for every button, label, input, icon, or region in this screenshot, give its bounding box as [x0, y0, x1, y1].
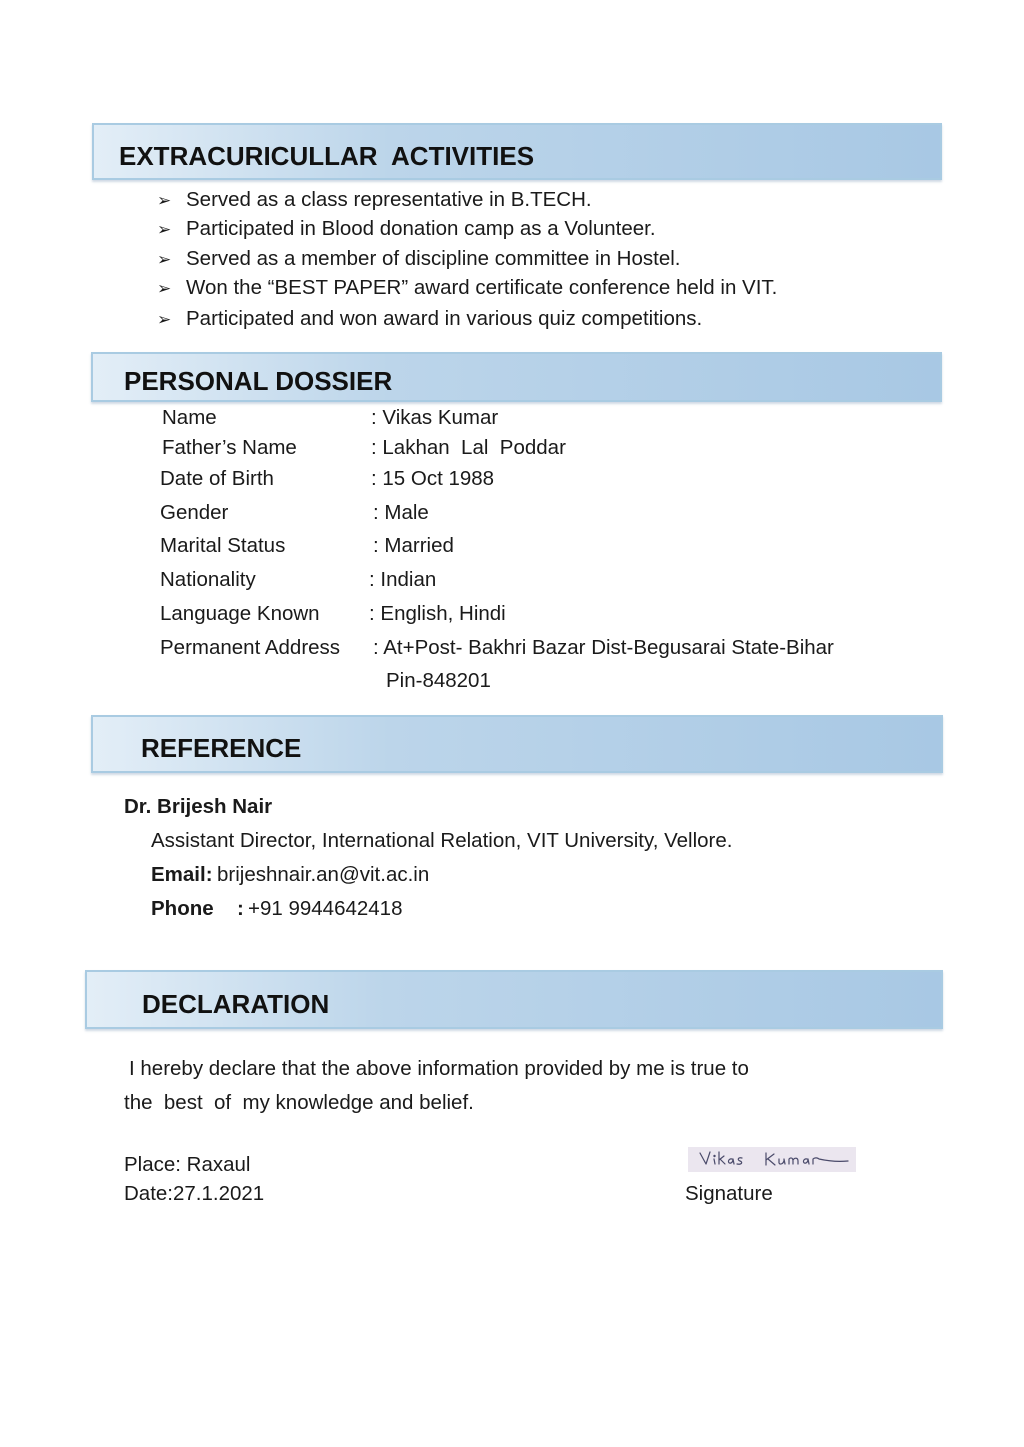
field-value-father-name: : Lakhan Lal Poddar [371, 436, 566, 459]
bullet-icon: ➢ [157, 191, 172, 210]
list-item: Participated in Blood donation camp as a Volunteer. [186, 217, 656, 240]
signature-image [688, 1147, 856, 1172]
field-value-dob: : 15 Oct 1988 [371, 467, 495, 490]
list-item: Won the “BEST PAPER” award certificate conference held in VIT. [186, 276, 778, 299]
field-value-language: : English, Hindi [369, 602, 506, 625]
bullet-icon: ➢ [157, 220, 172, 239]
bullet-icon: ➢ [157, 279, 172, 298]
field-value-name: : Vikas Kumar [371, 406, 499, 429]
reference-position: Assistant Director, International Relation, VIT University, Vellore. [151, 829, 733, 852]
personal-title: PERSONAL DOSSIER [124, 366, 393, 396]
declaration-title: DECLARATION [142, 989, 330, 1019]
reference-phone: +91 9944642418 [248, 897, 403, 920]
bullet-icon: ➢ [157, 250, 172, 269]
list-item: Served as a member of discipline committee in Hostel. [186, 247, 681, 270]
signature-label: Signature [685, 1182, 773, 1205]
declaration-line-1: I hereby declare that the above information provided by me is true to [129, 1057, 749, 1080]
field-value-marital-status: : Married [373, 534, 454, 557]
list-item: Participated and won award in various quiz competitions. [186, 307, 703, 330]
declaration-date: Date:27.1.2021 [124, 1182, 265, 1205]
field-value-gender: : Male [373, 501, 429, 524]
reference-email-label: Email: [151, 863, 213, 886]
field-value-address: : At+Post- Bakhri Bazar Dist-Begusarai State-Bihar [373, 636, 834, 659]
extracurricular-title: EXTRACURICULLAR ACTIVITIES [119, 141, 535, 171]
field-value-address-line2: Pin-848201 [386, 669, 491, 692]
field-label-dob: Date of Birth [160, 467, 274, 490]
field-label-language: Language Known [160, 602, 320, 625]
field-label-father-name: Father’s Name [162, 436, 297, 459]
reference-phone-colon: : [237, 897, 244, 920]
reference-name: Dr. Brijesh Nair [124, 795, 273, 818]
field-value-nationality: : Indian [369, 568, 437, 591]
declaration-place: Place: Raxaul [124, 1153, 251, 1176]
signature-handwriting-icon [688, 1147, 856, 1172]
reference-email: brijeshnair.an@vit.ac.in [217, 863, 430, 886]
list-item: Served as a class representative in B.TECH. [186, 188, 592, 211]
reference-title: REFERENCE [141, 733, 302, 763]
field-label-marital-status: Marital Status [160, 534, 286, 557]
field-label-name: Name [162, 406, 217, 429]
declaration-line-2: the best of my knowledge and belief. [124, 1091, 474, 1114]
bullet-icon: ➢ [157, 310, 172, 329]
field-label-gender: Gender [160, 501, 229, 524]
reference-phone-label: Phone [151, 897, 214, 920]
field-label-address: Permanent Address [160, 636, 341, 659]
field-label-nationality: Nationality [160, 568, 256, 591]
